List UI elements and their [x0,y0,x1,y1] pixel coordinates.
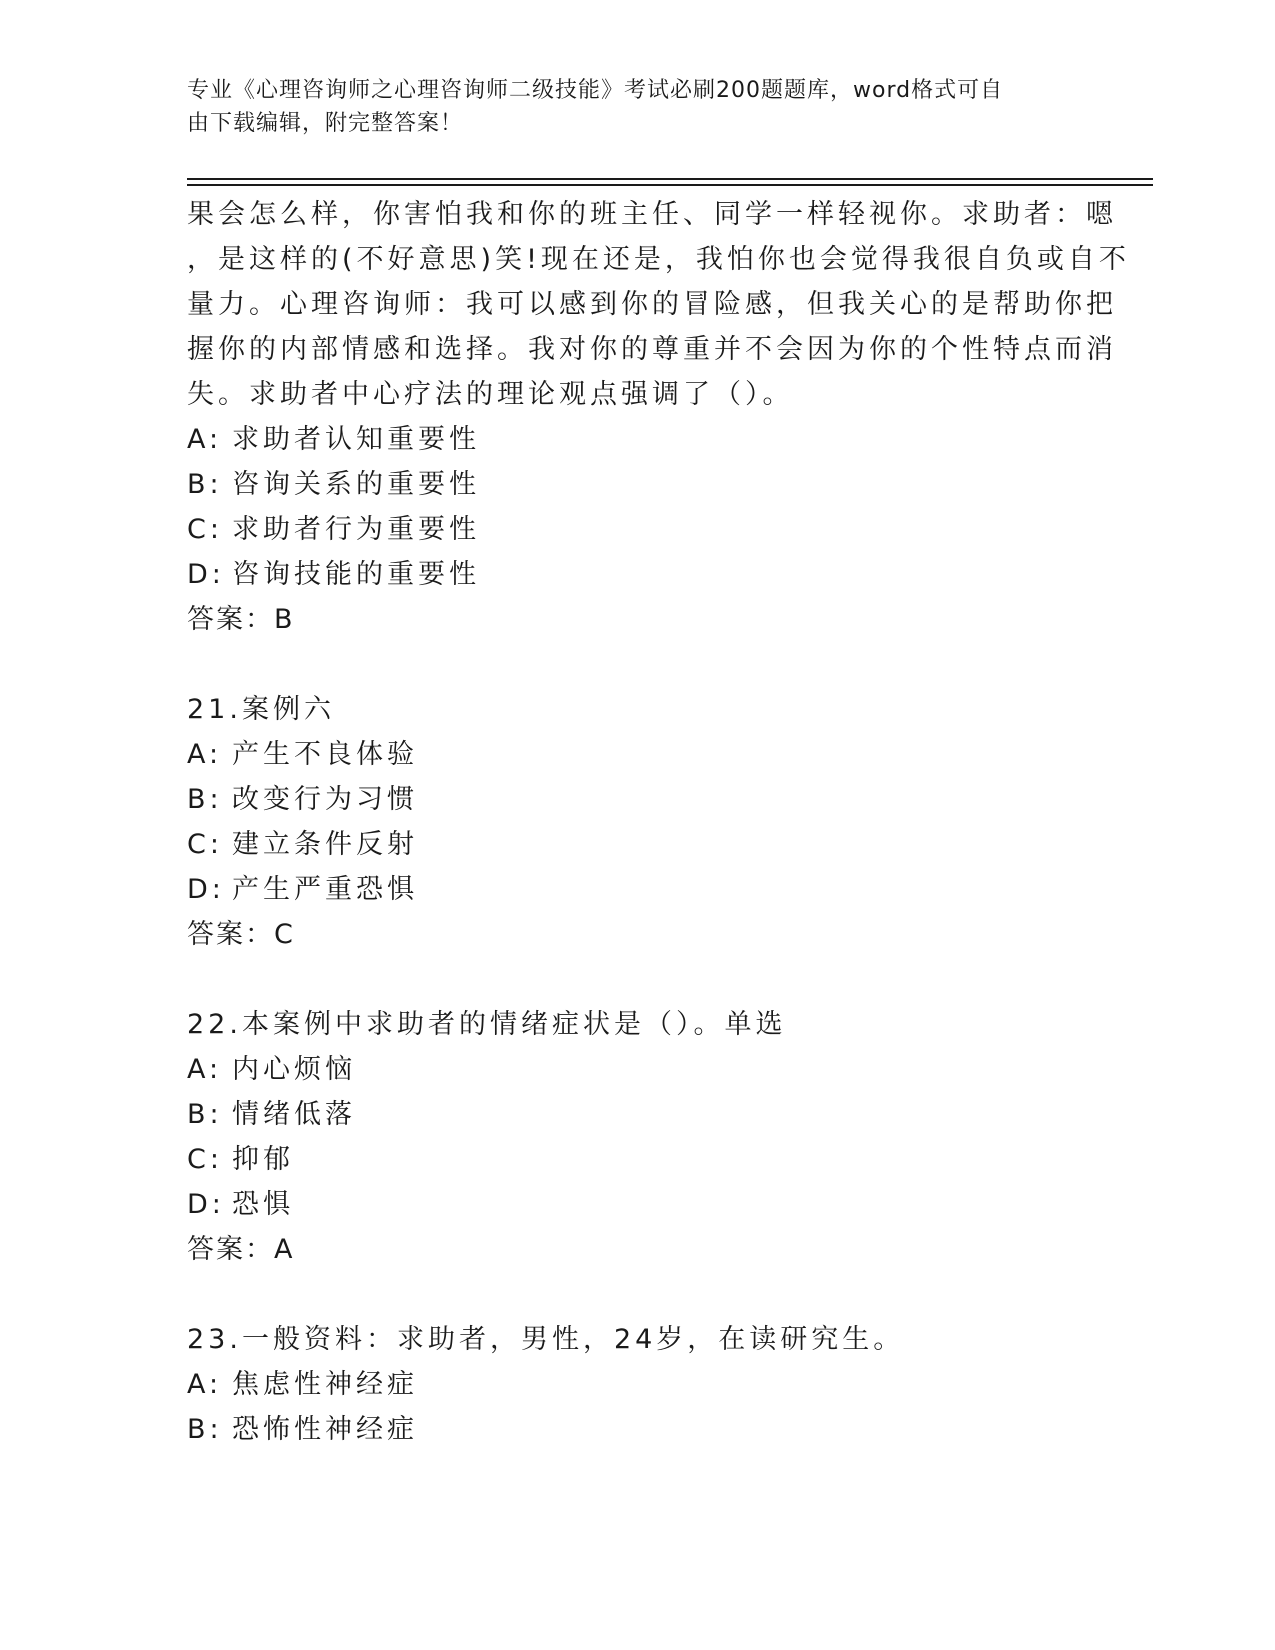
spacer [187,1272,1087,1317]
question-22-option-b [187,1092,1087,1137]
option-letter: C: [187,514,223,545]
question-23-option-b [187,1407,1087,1452]
header-line-1: 专业《心理咨询师之心理咨询师二级技能》考试必刷200题题库，word格式可自 [187,78,1004,103]
question-21 [187,687,1087,957]
question-21-stem: 21.案例六 [187,694,335,725]
option-text: 改变行为习惯 [232,784,418,815]
question-23 [187,1317,1087,1452]
question-22-answer: 答案：A [187,1234,295,1265]
question-20-option-d [187,552,1087,597]
header-divider-top [187,178,1153,180]
option-letter: B: [187,1099,223,1130]
document-header [187,74,1067,140]
option-text: 咨询技能的重要性 [232,559,480,590]
question-20-option-c [187,507,1087,552]
question-22-option-a [187,1047,1087,1092]
option-letter: D: [187,559,225,590]
header-divider-bottom [187,184,1153,186]
option-letter: A: [187,1054,223,1085]
question-22 [187,1002,1087,1272]
option-letter: A: [187,1369,223,1400]
option-text: 产生不良体验 [232,739,418,770]
question-20-answer: 答案：B [187,604,295,635]
question-20-stem-line: 握你的内部情感和选择。我对你的尊重并不会因为你的个性特点而消 [187,334,1117,365]
option-text: 焦虑性神经症 [232,1369,418,1400]
option-letter: D: [187,874,225,905]
option-text: 情绪低落 [232,1099,356,1130]
question-20-stem-line: ，是这样的(不好意思)笑!现在还是，我怕你也会觉得我很自负或自不 [187,244,1130,275]
spacer [187,642,1087,687]
question-20 [187,192,1130,642]
option-text: 咨询关系的重要性 [232,469,480,500]
option-letter: C: [187,1144,223,1175]
question-21-option-d [187,867,1087,912]
question-21-option-c [187,822,1087,867]
question-20-stem-line: 失。求助者中心疗法的理论观点强调了（）。 [187,379,794,410]
header-line-2: 由下载编辑，附完整答案！ [187,111,464,136]
option-letter: D: [187,1189,225,1220]
question-20-option-a [187,417,1087,462]
option-text: 恐怖性神经症 [232,1414,418,1445]
question-22-stem: 22.本案例中求助者的情绪症状是（）。单选 [187,1009,787,1040]
spacer [187,957,1087,1002]
question-20-stem-line: 量力。心理咨询师：我可以感到你的冒险感，但我关心的是帮助你把 [187,289,1117,320]
option-text: 求助者认知重要性 [232,424,480,455]
question-21-option-b [187,777,1087,822]
option-text: 抑郁 [232,1144,294,1175]
question-20-option-b [187,462,1087,507]
question-21-answer: 答案：C [187,919,295,950]
option-text: 内心烦恼 [232,1054,356,1085]
question-21-option-a [187,732,1087,777]
option-letter: B: [187,784,223,815]
option-letter: A: [187,739,223,770]
question-22-option-c [187,1137,1087,1182]
option-letter: C: [187,829,223,860]
question-22-option-d [187,1182,1087,1227]
question-23-option-a [187,1362,1087,1407]
option-letter: B: [187,469,223,500]
option-letter: A: [187,424,223,455]
question-content [187,192,1130,1452]
option-letter: B: [187,1414,223,1445]
question-20-stem-line: 果会怎么样，你害怕我和你的班主任、同学一样轻视你。求助者：嗯 [187,199,1117,230]
option-text: 产生严重恐惧 [232,874,418,905]
option-text: 建立条件反射 [232,829,418,860]
question-23-stem: 23.一般资料：求助者，男性，24岁，在读研究生。 [187,1324,905,1355]
option-text: 求助者行为重要性 [232,514,480,545]
option-text: 恐惧 [232,1189,294,1220]
